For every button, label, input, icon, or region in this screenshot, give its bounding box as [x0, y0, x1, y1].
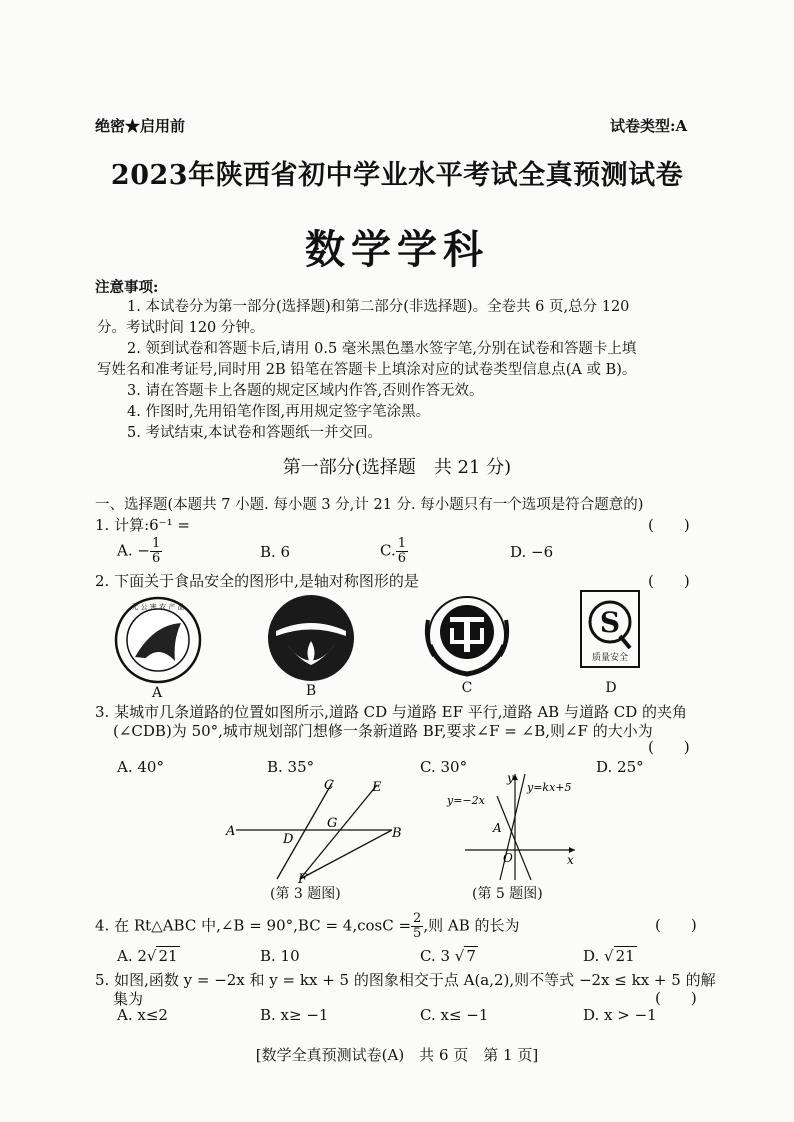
q4-option-a: A. 2√ 21: [117, 947, 178, 965]
svg-text:x: x: [567, 853, 574, 867]
q1-option-a: A. − $\frac{1}{6}$: [117, 536, 161, 566]
q5-graph-figure: [445, 770, 585, 882]
q3-option-a: A. 40°: [117, 758, 164, 776]
svg-text:B: B: [392, 826, 402, 841]
svg-text:y=kx+5: y=kx+5: [527, 781, 572, 794]
question-2-stem: 2. 下面关于食品安全的图形中,是轴对称图形的是: [95, 572, 419, 590]
q3-figure-caption: (第 3 题图): [270, 886, 341, 902]
notice-line: 分。考试时间 120 分钟。: [97, 320, 265, 336]
q2-label-d: D: [605, 680, 617, 696]
wheat-leaf-logo-icon: [266, 593, 356, 683]
paper-type-label: 试卷类型:A: [610, 117, 688, 135]
logo-d-text: 质量安全: [591, 653, 629, 663]
laurel-emblem-logo-icon: [420, 590, 515, 680]
subject-title: 数学学科: [305, 226, 489, 273]
question-5-line2: 集为: [113, 990, 144, 1008]
svg-text:G: G: [327, 816, 338, 831]
question-3-line2: (∠CDB)为 50°,城市规划部门想修一条新道路 BF,要求∠F = ∠B,则∠F 的大小为: [113, 722, 653, 740]
exam-title: 2023年陕西省初中学业水平考试全真预测试卷: [110, 160, 684, 191]
green-food-logo-icon: [113, 595, 203, 685]
svg-text:O: O: [503, 851, 513, 865]
svg-text:y=−2x: y=−2x: [447, 794, 485, 807]
logo-a-ring-text: 无 公 害 农 产 品: [131, 603, 185, 611]
answer-blank: ( ): [655, 989, 697, 1007]
question-4-stem: 4. 在 Rt△ABC 中,∠B = 90°,BC = 4,cosC = $\frac{2}{5}$ ,则 AB 的长为: [95, 911, 520, 941]
notice-line: 2. 领到试卷和答题卡后,请用 0.5 毫米黑色墨水签字笔,分别在试卷和答题卡上填: [127, 341, 637, 357]
svg-text:A: A: [493, 821, 502, 835]
notice-line: 4. 作图时,先用铅笔作图,再用规定签字笔涂黑。: [127, 404, 431, 420]
q5-option-d: D. x > −1: [583, 1006, 657, 1024]
answer-blank: ( ): [648, 516, 690, 534]
notice-line: 5. 考试结束,本试卷和答题纸一并交回。: [127, 425, 383, 441]
q3-option-d: D. 25°: [596, 758, 644, 776]
q2-label-c: C: [461, 680, 473, 696]
confidential-label: 绝密★启用前: [95, 117, 186, 135]
notice-line: 3. 请在答题卡上各题的规定区域内作答,否则作答无效。: [127, 383, 484, 399]
part-one-heading: 第一部分(选择题 共 21 分): [282, 457, 512, 478]
notice-heading: 注意事项:: [95, 279, 159, 296]
answer-blank: ( ): [648, 572, 690, 590]
q3-option-c: C. 30°: [420, 758, 468, 776]
q1-option-d: D. −6: [510, 543, 554, 561]
q3-option-b: B. 35°: [267, 758, 315, 776]
answer-blank: ( ): [655, 916, 697, 934]
svg-text:A: A: [226, 824, 236, 839]
q5-figure-caption: (第 5 题图): [472, 886, 543, 902]
q4-option-b: B. 10: [260, 947, 300, 965]
svg-text:F: F: [298, 872, 308, 883]
q4-option-d: D. √ 21: [583, 947, 635, 965]
q2-label-b: B: [305, 683, 317, 699]
section-heading: 一、选择题(本题共 7 小题. 每小题 3 分,计 21 分. 每小题只有一个选项是符合题意的): [95, 497, 644, 513]
svg-text:D: D: [283, 832, 294, 847]
logo-d-letter: S: [599, 606, 621, 639]
svg-text:E: E: [372, 780, 382, 795]
q5-option-a: A. x≤2: [117, 1006, 168, 1024]
answer-blank: ( ): [648, 738, 690, 756]
notice-line: 1. 本试卷分为第一部分(选择题)和第二部分(非选择题)。全卷共 6 页,总分 120: [127, 299, 630, 315]
q5-option-b: B. x≥ −1: [260, 1006, 329, 1024]
q5-option-c: C. x≤ −1: [420, 1006, 489, 1024]
q1-option-b: B. 6: [260, 543, 291, 561]
q3-road-figure: [222, 775, 412, 883]
svg-text:y: y: [507, 771, 514, 785]
q4-option-c: C. 3 √ 7: [420, 947, 476, 965]
question-5-line1: 5. 如图,函数 y = −2x 和 y = kx + 5 的图象相交于点 A(a,2),则不等式 −2x ≤ kx + 5 的解: [95, 971, 716, 989]
qs-quality-logo-icon: [580, 590, 640, 668]
page-footer: [数学全真预测试卷(A) 共 6 页 第 1 页]: [255, 1046, 539, 1064]
notice-line: 写姓名和准考证号,同时用 2B 铅笔在答题卡上填涂对应的试卷类型信息点(A 或 B)。: [97, 362, 637, 378]
question-3-line1: 3. 某城市几条道路的位置如图所示,道路 CD 与道路 EF 平行,道路 AB 与道路 CD 的夹角: [95, 703, 687, 721]
q2-label-a: A: [151, 685, 163, 701]
svg-text:C: C: [324, 778, 334, 793]
question-1-stem: 1. 计算:6⁻¹ =: [95, 516, 190, 534]
q1-option-c: C. $\frac{1}{6}$: [380, 536, 406, 566]
